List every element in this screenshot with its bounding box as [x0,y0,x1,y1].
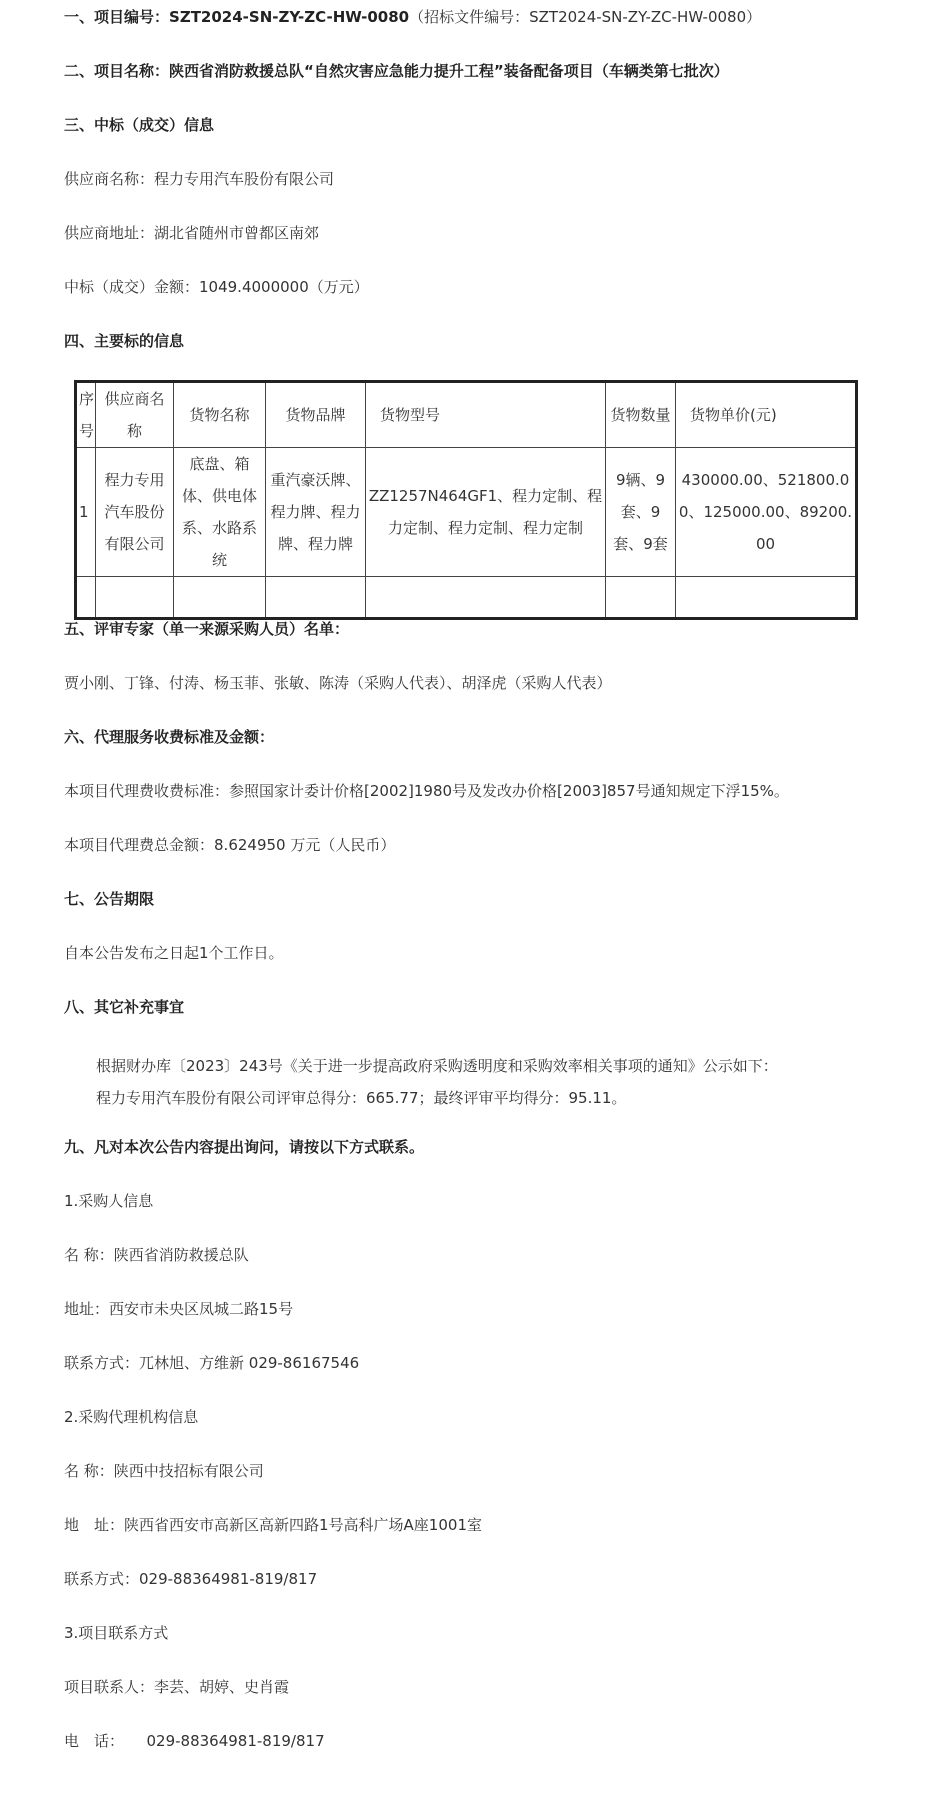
agency-address: 地 址：陕西省西安市高新区高新四路1号高科广场A座1001室 [64,1516,482,1534]
cell-goods-brand: 重汽豪沃牌、程力牌、程力牌、程力牌 [266,448,366,577]
header-unit-price: 货物单价(元) [676,382,857,448]
supplier-address: 供应商地址：湖北省随州市曾都区南郊 [64,224,320,242]
agency-fee-heading: 六、代理服务收费标准及金额： [64,728,275,746]
purchaser-info-title: 1.采购人信息 [64,1192,154,1210]
header-index: 序号 [76,382,96,448]
agency-contact: 联系方式：029-88364981-819/817 [64,1570,318,1588]
project-name-heading: 二、项目名称：陕西省消防救援总队“自然灾害应急能力提升工程”装备配备项目（车辆类第七批次） [64,62,729,80]
header-supplier: 供应商名称 [96,382,174,448]
contact-heading: 九、凡对本次公告内容提出询问，请按以下方式联系。 [64,1138,425,1156]
supplementary-line-1: 根据财办库〔2023〕243号《关于进一步提高政府采购透明度和采购效率相关事项的通知》公示如下： [96,1057,778,1075]
experts-heading: 五、评审专家（单一来源采购人员）名单： [64,620,350,638]
table-header-row [76,382,857,448]
main-items-heading: 四、主要标的信息 [64,332,185,350]
award-info-heading: 三、中标（成交）信息 [64,116,215,134]
supplementary-line-2: 程力专用汽车股份有限公司评审总得分：665.77；最终评审平均得分：95.11。 [96,1089,627,1107]
header-goods-name: 货物名称 [174,382,266,448]
purchaser-address: 地址：西安市未央区凤城二路15号 [64,1300,294,1318]
project-contact-title: 3.项目联系方式 [64,1624,169,1642]
project-number-prefix: 一、项目编号： [64,8,170,26]
agency-name: 名 称：陕西中技招标有限公司 [64,1462,264,1480]
header-goods-brand: 货物品牌 [266,382,366,448]
experts-list: 贾小刚、丁锋、付涛、杨玉菲、张敏、陈涛（采购人代表）、胡泽虎（采购人代表） [64,674,612,692]
purchaser-name: 名 称：陕西省消防救援总队 [64,1246,249,1264]
header-goods-model: 货物型号 [366,382,606,448]
cell-goods-model: ZZ1257N464GF1、程力定制、程力定制、程力定制、程力定制 [366,448,606,577]
agency-info-title: 2.采购代理机构信息 [64,1408,199,1426]
project-number-line [64,6,925,28]
agency-fee-standard: 本项目代理费收费标准：参照国家计委计价格[2002]1980号及发改办价格[2003]857号通知规定下浮15%。 [64,782,789,800]
project-contact-people: 项目联系人：李芸、胡婷、史肖霞 [64,1678,290,1696]
cell-goods-quantity: 9辆、9套、9套、9套 [606,448,676,577]
purchaser-contact: 联系方式：兀林旭、方维新 029-86167546 [64,1354,360,1372]
project-number-code: SZT2024-SN-ZY-ZC-HW-0080 [169,8,410,26]
cell-supplier: 程力专用汽车股份有限公司 [96,448,174,577]
award-amount: 中标（成交）金额：1049.4000000（万元） [64,278,369,296]
table-row [76,448,857,577]
tender-doc-number: （招标文件编号：SZT2024-SN-ZY-ZC-HW-0080） [409,8,762,26]
cell-unit-price: 430000.00、521800.00、125000.00、89200.00 [676,448,857,577]
cell-goods-name: 底盘、箱体、供电体系、水路系统 [174,448,266,577]
notice-period-text: 自本公告发布之日起1个工作日。 [64,944,284,962]
notice-period-heading: 七、公告期限 [64,890,155,908]
header-goods-quantity: 货物数量 [606,382,676,448]
supplementary-heading: 八、其它补充事宜 [64,998,185,1016]
project-contact-phone: 电 话： 029-88364981-819/817 [64,1732,325,1750]
goods-table [74,380,858,620]
cell-index: 1 [76,448,96,577]
agency-fee-total: 本项目代理费总金额：8.624950 万元（人民币） [64,836,396,854]
table-empty-row [76,577,857,619]
supplier-name: 供应商名称：程力专用汽车股份有限公司 [64,170,335,188]
